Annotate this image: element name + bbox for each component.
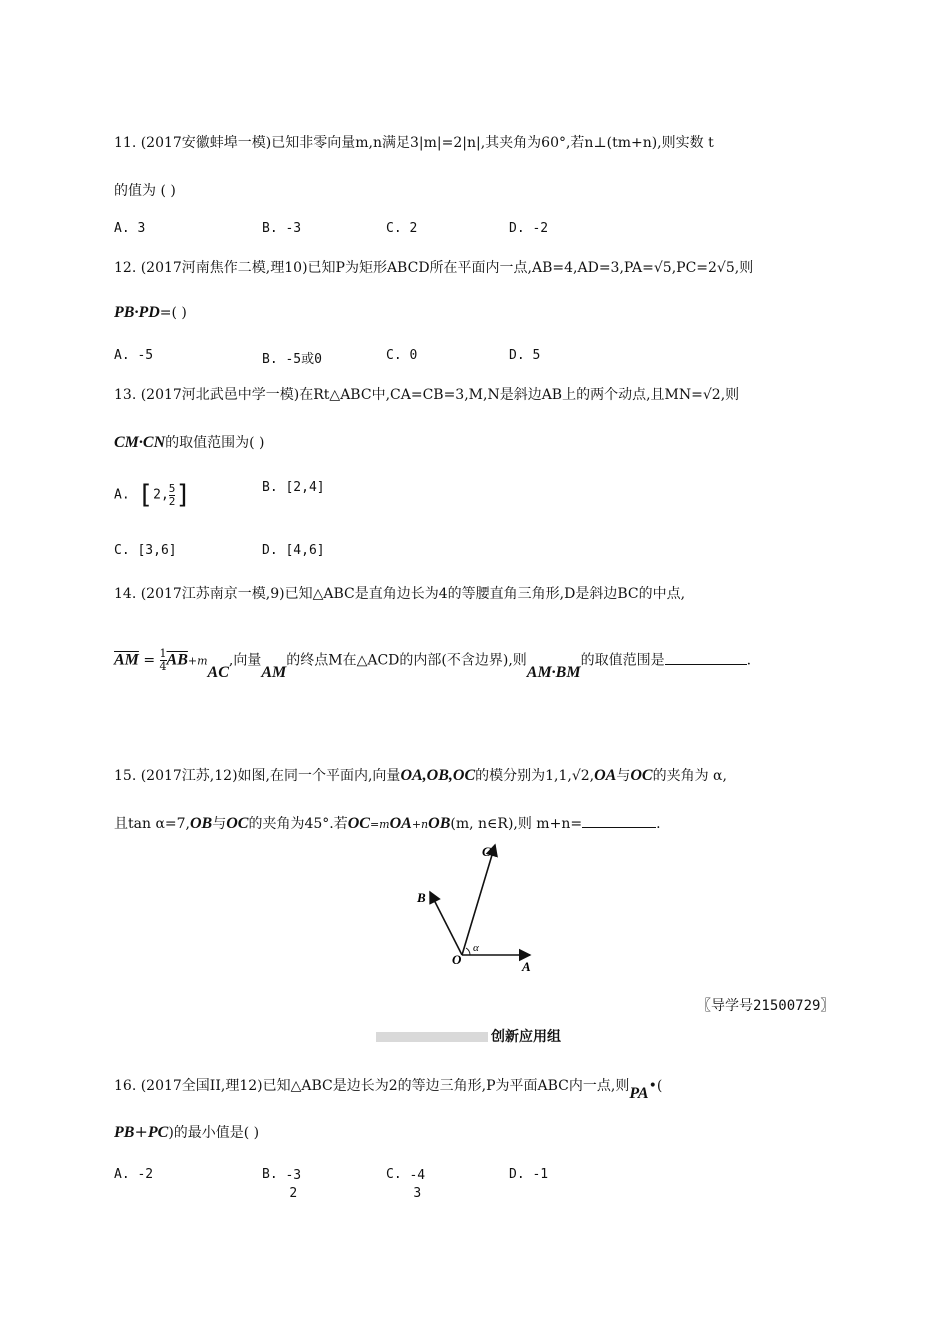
q13-option-c: C. [3,6]	[114, 543, 177, 558]
label-c: C	[482, 844, 491, 859]
fraction-numerator: 1	[159, 647, 167, 660]
q16-line1-text: 16. (2017全国II,理12)已知△ABC是边长为2的等边三角形,P为平面ABC内一点,则	[114, 1078, 630, 1094]
plus-sign: +	[134, 1122, 148, 1141]
q11-option-b: B. -3	[262, 221, 302, 236]
q14-end: 的取值范围是	[580, 652, 665, 669]
vector-oc-arrow	[462, 845, 495, 955]
label-b: B	[417, 890, 426, 905]
equals-sign: =	[143, 652, 156, 669]
vector-am-bm: AM·BM	[526, 663, 581, 681]
q16-line2	[114, 1122, 259, 1142]
q15-line2-end: .	[656, 816, 661, 832]
vector-oc-2: OC	[347, 815, 370, 832]
q15-line2-c: 的夹角为45°.若	[248, 816, 348, 832]
vector-ac: AC	[207, 663, 229, 681]
q15-line2-d: =m	[369, 818, 390, 831]
q15-line2-e: +n	[411, 818, 429, 831]
q11-option-a: A. 3	[114, 221, 146, 236]
q12-option-b: B. -5或0	[262, 352, 322, 367]
q14-mid: ,向量	[228, 652, 262, 669]
q16-option-c	[386, 1167, 425, 1203]
q13-option-a-left: 2,	[153, 487, 169, 503]
q11-option-d: D. -2	[509, 221, 549, 236]
q15-line1-a: 15. (2017江苏,12)如图,在同一个平面内,向量	[114, 768, 401, 784]
section-bar	[376, 1032, 488, 1042]
q14-line1: 14. (2017江苏南京一模,9)已知△ABC是直角边长为4的等腰直角三角形,D是斜边BC的中点,	[114, 586, 686, 602]
vector-am-2: AM	[261, 663, 287, 681]
q16-option-b-label: B.	[262, 1167, 286, 1182]
vector-pb: PB	[114, 1124, 135, 1141]
q15-line2-a: 且tan α=7,	[114, 816, 190, 832]
q12-option-d: D. 5	[509, 348, 541, 363]
q12-line2-rest: =( )	[159, 305, 187, 321]
q16-option-c-label: C.	[386, 1167, 410, 1182]
vector-oa: OA	[594, 767, 617, 784]
vector-figure	[400, 835, 550, 980]
fraction-numerator: -4	[409, 1168, 426, 1183]
q12-option-a: A. -5	[114, 348, 154, 363]
q12-option-c: C. 0	[386, 348, 418, 363]
vector-ob: OB	[189, 815, 213, 832]
left-bracket: [	[137, 480, 154, 510]
vector-am: $\overline{AM}$	[114, 651, 139, 669]
q13-option-a-label: A.	[114, 487, 130, 503]
q13-line2	[114, 432, 265, 452]
vector-ob-arrow	[430, 892, 462, 955]
plus-m: +m	[187, 654, 208, 668]
q13-line2-rest: 的取值范围为( )	[165, 435, 265, 451]
q12-line2	[114, 304, 187, 322]
vector-pa: PA	[629, 1085, 649, 1102]
q14-line2	[114, 647, 752, 681]
q15-line2-b: 与	[212, 816, 227, 832]
section-title: 创新应用组	[491, 1029, 561, 1045]
q11-line2: 的值为 ( )	[114, 183, 176, 199]
vector-oc: OC	[630, 767, 653, 784]
fraction-denominator: 2	[168, 494, 176, 508]
fraction-numerator: -3	[285, 1168, 302, 1183]
vector-oc: OC	[226, 815, 249, 832]
q16-line2-rest: )的最小值是( )	[168, 1125, 260, 1141]
q14-mid2: 的终点M在△ACD的内部(不含边界),则	[286, 652, 527, 669]
q15-line2	[114, 813, 661, 833]
q11-option-c: C. 2	[386, 221, 418, 236]
q13-option-a	[114, 480, 191, 510]
q15-line1-d: 的夹角为 α,	[652, 768, 727, 784]
q16-option-d: D. -1	[509, 1167, 549, 1182]
angle-arc	[466, 948, 470, 955]
fraction-neg-3-2	[285, 1167, 301, 1203]
fraction-neg-4-3	[409, 1167, 425, 1203]
answer-blank[interactable]	[665, 652, 747, 665]
q15-line1-b: 的模分别为1,1,√2,	[475, 768, 595, 784]
vector-oa-2: OA	[389, 815, 412, 832]
q13-line1: 13. (2017河北武邑中学一模)在Rt△ABC中,CA=CB=3,M,N是斜边AB上的两个动点,且MN=√2,则	[114, 387, 740, 403]
label-o: O	[452, 952, 462, 967]
q15-line1	[114, 765, 727, 785]
fraction-denominator: 2	[289, 1186, 298, 1201]
vector-ob-2: OB	[428, 815, 451, 832]
label-alpha: α	[473, 942, 479, 954]
q16-line1	[114, 1075, 663, 1102]
vectors-oa-ob-oc: OA,OB,OC	[400, 767, 476, 784]
q16-bullet: •(	[648, 1078, 663, 1094]
vector-ab: $\overline{AB}$	[166, 651, 188, 669]
answer-blank[interactable]	[582, 815, 656, 828]
q16-option-a: A. -2	[114, 1167, 154, 1182]
guide-number: 〖导学号21500729〗	[697, 998, 835, 1014]
q12-line1: 12. (2017河南焦作二模,理10)已知P为矩形ABCD所在平面内一点,AB=4,AD=3,PA=√5,PC=2√5,则	[114, 260, 754, 276]
q13-option-b: B. [2,4]	[262, 480, 325, 495]
vector-pb-pd: PB·PD	[114, 304, 160, 321]
fraction-denominator: 4	[159, 660, 167, 673]
q11-line1: 11. (2017安徽蚌埠一模)已知非零向量m,n满足3|m|=2|n|,其夹角为60°,若n⊥(tm+n),则实数 t	[114, 135, 714, 151]
q15-line2-f: (m, n∈R),则 m+n=	[450, 816, 583, 832]
fraction-1-4	[160, 648, 167, 673]
fraction-denominator: 3	[413, 1186, 422, 1201]
right-bracket: ]	[175, 480, 192, 510]
q13-option-d: D. [4,6]	[262, 543, 325, 558]
q16-option-b	[262, 1167, 301, 1203]
vector-cm-cn: CM·CN	[114, 434, 166, 451]
fraction-numerator: 5	[168, 481, 176, 495]
q15-line1-c: 与	[616, 768, 631, 784]
vector-pc: PC	[147, 1124, 169, 1141]
label-a: A	[522, 959, 531, 974]
q14-period: .	[746, 652, 752, 669]
